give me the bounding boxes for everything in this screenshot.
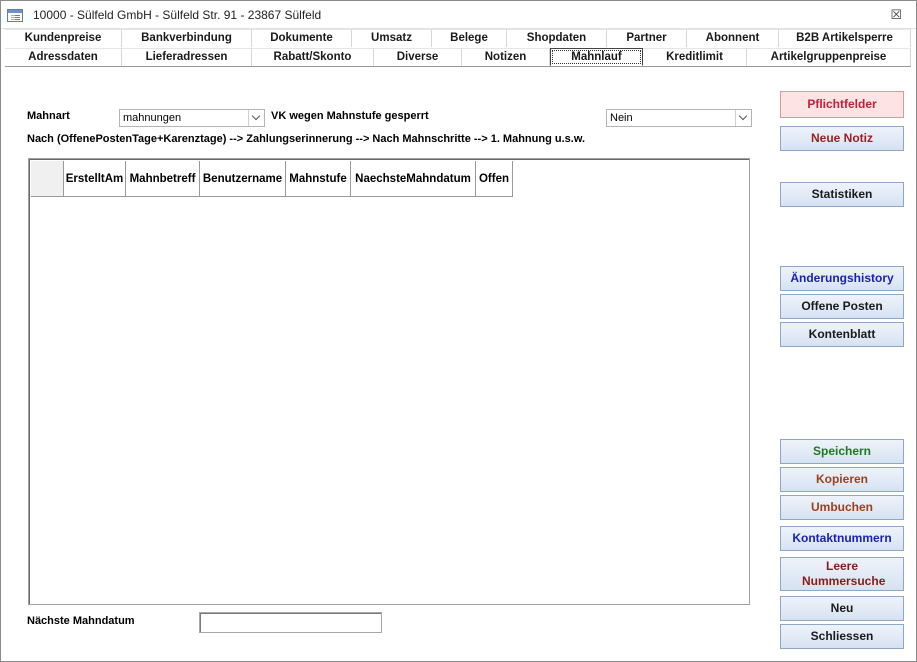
pflichtfelder-button[interactable] (780, 91, 904, 118)
schliessen-button[interactable] (780, 624, 904, 649)
column-offen[interactable]: Offen (476, 161, 513, 197)
naechste-mahndatum-input[interactable] (199, 612, 382, 633)
vk-gesperrt-label: VK wegen Mahnstufe gesperrt (271, 110, 429, 122)
tab-partner[interactable]: Partner (607, 29, 687, 47)
neue-notiz-button[interactable] (780, 126, 904, 151)
chevron-down-icon[interactable] (735, 110, 751, 126)
window-title: 10000 - Sülfeld GmbH - Sülfeld Str. 91 - 23867 Sülfeld (33, 8, 322, 22)
mahnart-combo[interactable] (119, 109, 265, 127)
statistiken-label: Statistiken (811, 187, 873, 201)
kontaktnummern-button[interactable] (780, 526, 904, 551)
column-mahnstufe[interactable]: Mahnstufe (286, 161, 351, 197)
kopieren-button[interactable] (780, 467, 904, 492)
offene-posten-label: Offene Posten (801, 299, 883, 313)
tab-dokumente[interactable]: Dokumente (252, 29, 352, 47)
tab-rabatt-skonto[interactable]: Rabatt/Skonto (252, 48, 374, 66)
form-icon (7, 9, 23, 22)
aenderungshistory-label: Änderungshistory (790, 271, 894, 285)
mahn-info-text: Nach (OffenePostenTage+Karenztage) --> Zahlungserinnerung --> Nach Mahnschritte --> 1. Mahnung u.s.w. (27, 133, 586, 145)
tab-shopdaten[interactable]: Shopdaten (507, 29, 607, 47)
naechste-mahndatum-label: Nächste Mahndatum (27, 615, 135, 627)
tab-row-2 (5, 48, 911, 66)
tab-mahnlauf[interactable]: Mahnlauf (550, 48, 643, 66)
column-benutzername[interactable]: Benutzername (200, 161, 286, 197)
tab-notizen[interactable]: Notizen (462, 48, 550, 66)
title-bar (1, 1, 916, 29)
close-icon[interactable]: ☒ (890, 7, 902, 22)
tab-adressdaten[interactable]: Adressdaten (5, 48, 122, 66)
tab-row-1 (5, 29, 911, 47)
kontaktnummern-label: Kontaktnummern (792, 531, 892, 545)
schliessen-label: Schliessen (810, 629, 874, 643)
neu-button[interactable] (780, 596, 904, 621)
neu-label: Neu (830, 601, 854, 615)
speichern-label: Speichern (812, 444, 872, 458)
tab-b2b-artikelsperre[interactable]: B2B Artikelsperre (779, 29, 911, 47)
tab-lieferadressen[interactable]: Lieferadressen (122, 48, 252, 66)
tab-diverse[interactable]: Diverse (374, 48, 462, 66)
column-naechstemahndatum[interactable]: NaechsteMahndatum (351, 161, 476, 197)
vk-gesperrt-combo[interactable] (606, 109, 752, 127)
leere-nummersuche-button[interactable] (780, 557, 904, 591)
offene-posten-button[interactable] (780, 294, 904, 319)
mahnlauf-grid[interactable] (28, 158, 750, 605)
tab-divider (5, 66, 911, 67)
tab-artikelgruppenpreise[interactable]: Artikelgruppenpreise (747, 48, 911, 66)
mahnart-value: mahnungen (123, 112, 182, 124)
tab-umsatz[interactable]: Umsatz (352, 29, 432, 47)
kontenblatt-button[interactable] (780, 322, 904, 347)
column-erstelltam[interactable]: ErstelltAm (64, 161, 126, 197)
pflichtfelder-label: Pflichtfelder (807, 97, 877, 111)
speichern-button[interactable] (780, 439, 904, 464)
leere-nummersuche-label: Leere Nummersuche (802, 559, 886, 588)
mahnart-label: Mahnart (27, 110, 70, 122)
kontenblatt-label: Kontenblatt (808, 327, 876, 341)
aenderungshistory-button[interactable] (780, 266, 904, 291)
grid-header (31, 161, 513, 197)
tab-abonnent[interactable]: Abonnent (687, 29, 779, 47)
statistiken-button[interactable] (780, 182, 904, 207)
tab-kundenpreise[interactable]: Kundenpreise (5, 29, 122, 47)
vk-gesperrt-value: Nein (610, 112, 633, 124)
umbuchen-label: Umbuchen (810, 500, 873, 514)
row-selector-header[interactable] (31, 161, 64, 197)
kopieren-label: Kopieren (815, 472, 868, 486)
chevron-down-icon[interactable] (248, 110, 264, 126)
umbuchen-button[interactable] (780, 495, 904, 520)
tab-bankverbindung[interactable]: Bankverbindung (122, 29, 252, 47)
tab-kreditlimit[interactable]: Kreditlimit (643, 48, 747, 66)
tab-belege[interactable]: Belege (432, 29, 507, 47)
column-mahnbetreff[interactable]: Mahnbetreff (126, 161, 200, 197)
neue-notiz-label: Neue Notiz (810, 131, 873, 145)
